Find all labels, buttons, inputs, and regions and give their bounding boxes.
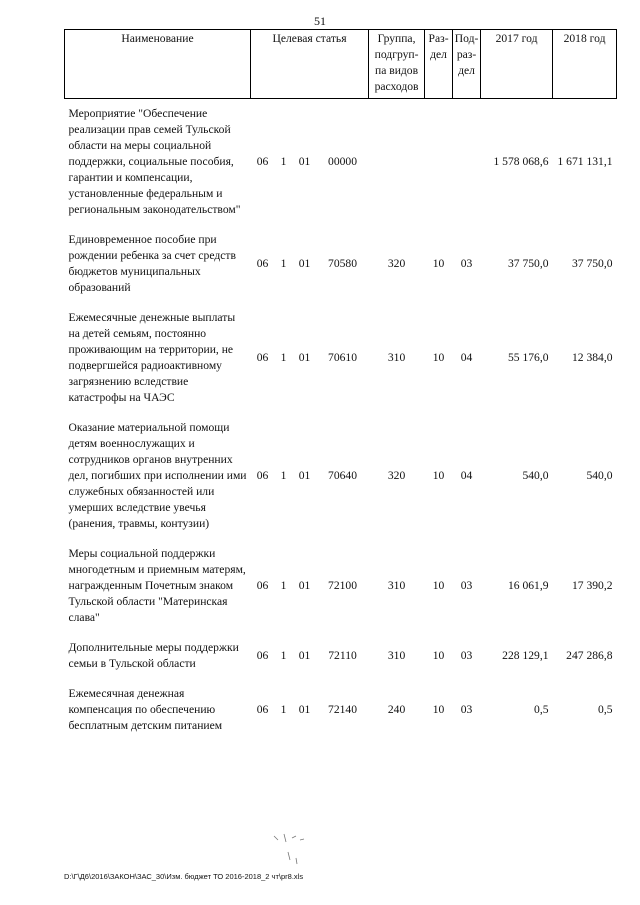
cell-p2: 1 [280, 351, 287, 364]
cell-grp: 320 [387, 257, 406, 270]
cell-raz [425, 99, 453, 226]
table-row [65, 633, 617, 679]
cell-p2: 1 [280, 155, 287, 168]
cell-p1: 06 [256, 351, 269, 364]
file-path-footer: D:\Г\Д6\2016\ЗАКОН\ЗАС_30\Изм. бюджет ТО 2016-2018_2 чт\pr8.xls [64, 872, 304, 881]
budget-table [64, 29, 617, 741]
cell-pod [453, 99, 481, 226]
cell-pod: 04 [460, 469, 473, 482]
cell-p4: 72140 [328, 703, 358, 716]
cell-raz: 10 [432, 703, 445, 716]
cell-y2017: 228 129,1 [502, 649, 549, 662]
cell-name: Ежемесячная денежная компенсация по обеспечению бесплатным детским питанием [68, 687, 223, 732]
cell-raz: 10 [432, 351, 445, 364]
cell-p2: 1 [280, 649, 287, 662]
cell-p4: 70580 [328, 257, 358, 270]
cell-raz: 10 [432, 469, 445, 482]
cell-raz: 10 [432, 649, 445, 662]
cell-p2: 1 [280, 703, 287, 716]
cell-name: Оказание материальной помощи детям военнослужащих и сотрудников органов внутренних дел, погибших при исполнении ими служебных обязанностей или умерших вследствие увечья (ранения, травмы, контузии) [68, 421, 247, 530]
cell-y2018: 12 384,0 [571, 351, 613, 364]
cell-y2018: 17 390,2 [571, 579, 613, 592]
cell-pod: 03 [460, 579, 473, 592]
header-subsection: Под-раз-дел [453, 30, 481, 99]
cell-p4: 72100 [328, 579, 358, 592]
header-2018: 2018 год [553, 30, 617, 99]
cell-y2017: 16 061,9 [507, 579, 549, 592]
cell-p2: 1 [280, 257, 287, 270]
scribble-mark [270, 830, 320, 870]
cell-p1: 06 [256, 703, 269, 716]
table-row [65, 679, 617, 741]
cell-p4: 70640 [328, 469, 358, 482]
cell-name: Мероприятие "Обеспечение реализации прав семей Тульской области на меры социальной поддержки, социальные пособия, гарантии и компенсации, установленные федеральным и региональным законодательством" [68, 107, 241, 216]
cell-name: Ежемесячные денежные выплаты на детей семьям, постоянно проживающим на территории, не подвергшейся радиоактивному загрязнению вследствие катастрофы на ЧАЭС [68, 311, 236, 404]
cell-y2017: 540,0 [522, 469, 549, 482]
cell-grp: 310 [387, 649, 406, 662]
header-2017: 2017 год [481, 30, 553, 99]
cell-y2017: 0,5 [534, 703, 549, 716]
cell-p2: 1 [280, 579, 287, 592]
table-row [65, 225, 617, 303]
cell-grp: 310 [387, 579, 406, 592]
cell-y2018: 0,5 [598, 703, 613, 716]
cell-pod: 03 [460, 649, 473, 662]
cell-p3: 01 [298, 155, 311, 168]
page-number: 51 [314, 14, 326, 28]
cell-grp [369, 99, 425, 226]
cell-y2017: 37 750,0 [507, 257, 549, 270]
cell-y2018: 540,0 [586, 469, 613, 482]
cell-raz: 10 [432, 257, 445, 270]
header-section: Раз-дел [425, 30, 453, 99]
table-row [65, 539, 617, 633]
cell-pod: 03 [460, 703, 473, 716]
cell-p1: 06 [256, 469, 269, 482]
cell-pod: 03 [460, 257, 473, 270]
cell-p3: 01 [298, 257, 311, 270]
cell-grp: 310 [387, 351, 406, 364]
table-row [65, 413, 617, 539]
cell-p3: 01 [298, 579, 311, 592]
cell-p1: 06 [256, 257, 269, 270]
cell-p4: 72110 [328, 649, 357, 662]
cell-p1: 06 [256, 649, 269, 662]
cell-p1: 06 [256, 155, 269, 168]
cell-y2018: 247 286,8 [566, 649, 613, 662]
cell-p4: 00000 [328, 155, 358, 168]
cell-y2018: 1 671 131,1 [557, 155, 613, 168]
cell-name: Дополнительные меры поддержки семьи в Тульской области [68, 641, 239, 670]
cell-p3: 01 [298, 351, 311, 364]
cell-y2017: 55 176,0 [507, 351, 549, 364]
table-row [65, 303, 617, 413]
cell-name: Единовременное пособие при рождении ребенка за счет средств бюджетов муниципальных образований [68, 233, 236, 294]
cell-grp: 240 [387, 703, 406, 716]
cell-y2018: 37 750,0 [571, 257, 613, 270]
cell-y2017: 1 578 068,6 [493, 155, 549, 168]
cell-p3: 01 [298, 703, 311, 716]
cell-p3: 01 [298, 649, 311, 662]
header-row [65, 30, 617, 99]
table-row [65, 99, 617, 226]
cell-raz: 10 [432, 579, 445, 592]
cell-p1: 06 [256, 579, 269, 592]
header-name: Наименование [65, 30, 251, 99]
header-group: Группа, подгруп-па видов расходов [369, 30, 425, 99]
cell-p3: 01 [298, 469, 311, 482]
header-target: Целевая статья [251, 30, 369, 99]
cell-p4: 70610 [328, 351, 358, 364]
cell-grp: 320 [387, 469, 406, 482]
cell-pod: 04 [460, 351, 473, 364]
cell-p2: 1 [280, 469, 287, 482]
cell-name: Меры социальной поддержки многодетным и приемным матерям, награжденным Почетным знаком Тульской области "Материнская слава" [68, 547, 246, 624]
